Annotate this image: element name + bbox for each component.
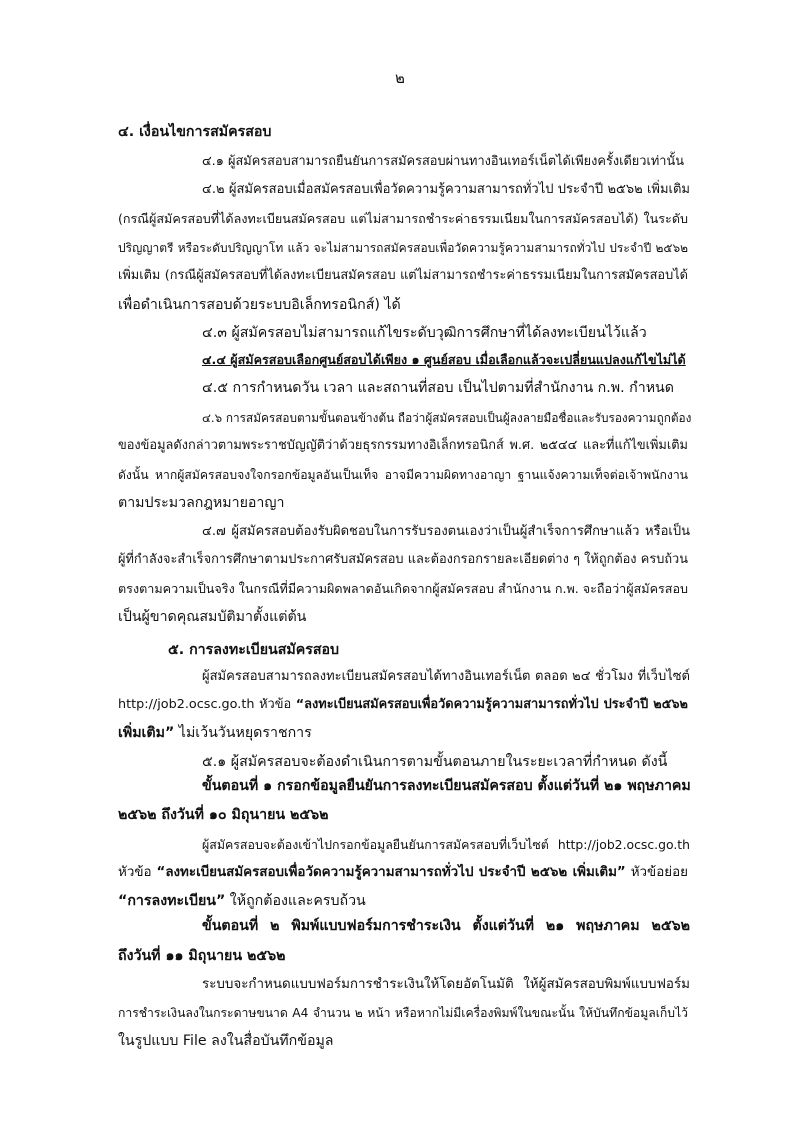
clause-4-2-line: (กรณีผู้สมัครสอบที่ได้ลงทะเบียนสมัครสอบ แต่ไม่สามารถชำระค่าธรรมเนียมในการสมัครสอบได้) ในระดับ [118,211,688,226]
section-4-heading: ๔. เงื่อนไขการสมัครสอบ [118,124,272,140]
topic-title-end: เพิ่มเติม” [118,725,175,741]
step-1-body-end: ให้ถูกต้องและครบถ้วน [225,893,366,909]
clause-4-6-line: ของข้อมูลดังกล่าวตามพระราชบัญญัติว่าด้วยธุรกรรมทางอิเล็กทรอนิกส์ พ.ศ. ๒๕๔๔ และที่แก้ไขเพิ่มเติม [118,438,688,453]
step-2-body-line: ระบบจะกำหนดแบบฟอร์มการชำระเงินให้โดยอัตโนมัติ ให้ผู้สมัครสอบพิมพ์แบบฟอร์ม [202,977,690,992]
step-1-title: ขั้นตอนที่ ๑ กรอกข้อมูลยืนยันการลงทะเบียนสมัครสอบ ตั้งแต่วันที่ ๒๑ พฤษภาคม [202,778,691,794]
topic-prefix: หัวข้อ [254,697,296,712]
clause-4-1: ๔.๑ ผู้สมัครสอบสามารถยืนยันการสมัครสอบผ่านทางอินเทอร์เน็ตได้เพียงครั้งเดียวเท่านั้น [202,154,684,169]
clause-4-7-line: ผู้ที่กำลังจะสำเร็จการศึกษาตามประกาศรับสมัครสอบ และต้องกรอกรายละเอียดต่าง ๆ ให้ถูกต้อง ครบถ้วน [118,552,688,567]
topic-title: “ลงทะเบียนสมัครสอบเพื่อวัดความรู้ความสามารถทั่วไป ประจำปี ๒๕๖๒ [295,697,688,712]
clause-4-2-line: ๔.๒ ผู้สมัครสอบเมื่อสมัครสอบเพื่อวัดความรู้ความสามารถทั่วไป ประจำปี ๒๕๖๒ เพิ่มเติม [202,182,690,197]
step-1-body-prefix: หัวข้อ [118,865,157,880]
step-1-body-suffix: หัวข้อย่อย [625,865,688,880]
page-number: ๒ [395,69,405,87]
clause-4-7-line: ตรงตามความเป็นจริง ในกรณีที่มีความผิดพลาดอันเกิดจากผู้สมัครสอบ สำนักงาน ก.พ. จะถือว่าผู้สมัครสอบ [118,581,689,596]
intro-rest: ไม่เว้นวันหยุดราชการ [174,725,312,741]
clause-4-4: ๔.๔ ผู้สมัครสอบเลือกศูนย์สอบได้เพียง ๑ ศูนย์สอบ เมื่อเลือกแล้วจะเปลี่ยนแปลงแก้ไขไม่ได้ [202,352,686,367]
website-url: http://job2.ocsc.go.th [118,697,255,712]
clause-5-1: ๕.๑ ผู้สมัครสอบจะต้องดำเนินการตามขั้นตอนภายในระยะเวลาที่กำหนด ดังนี้ [202,754,668,770]
step-1-topic-title: “ลงทะเบียนสมัครสอบเพื่อวัดความรู้ความสามารถทั่วไป ประจำปี ๒๕๖๒ เพิ่มเติม” [156,865,626,880]
step-2-body-line: ในรูปแบบ File ลงในสื่อบันทึกข้อมูล [118,1033,334,1049]
step-1-body-line [118,891,688,911]
clause-4-5: ๔.๕ การกำหนดวัน เวลา และสถานที่สอบ เป็นไปตามที่สำนักงาน ก.พ. กำหนด [202,380,674,396]
section-5-intro-line: ผู้สมัครสอบสามารถลงทะเบียนสมัครสอบได้ทางอินเทอร์เน็ต ตลอด ๒๔ ชั่วโมง ที่เว็บไซต์ [202,669,690,684]
section-5-heading: ๕. การลงทะเบียนสมัครสอบ [168,642,340,658]
clause-4-2-line: เพิ่มเติม (กรณีผู้สมัครสอบที่ได้ลงทะเบียนสมัครสอบ แต่ไม่สามารถชำระค่าธรรมเนียมในการสมัครสอบได้ [118,268,688,283]
step-2-dates: ถึงวันที่ ๑๑ มิถุนายน ๒๕๖๒ [118,948,286,964]
section-5-intro-line [118,695,688,715]
clause-4-6-line: ตามประมวลกฎหมายอาญา [118,495,285,511]
step-2-title: ขั้นตอนที่ ๒ พิมพ์แบบฟอร์มการชำระเงิน ตั้งแต่วันที่ ๒๑ พฤษภาคม ๒๕๖๒ [202,918,690,934]
section-5-intro-line [118,723,688,743]
clause-4-2-line: ปริญญาตรี หรือระดับปริญญาโท แล้ว จะไม่สามารถสมัครสอบเพื่อวัดความรู้ความสามารถทั่วไป ประจำปี ๒๕๖๒ [118,241,688,255]
clause-4-7-line: เป็นผู้ขาดคุณสมบัติมาตั้งแต่ต้น [118,609,307,625]
clause-4-7-line: ๔.๗ ผู้สมัครสอบต้องรับผิดชอบในการรับรองตนเองว่าเป็นผู้สำเร็จการศึกษาแล้ว หรือเป็น [202,524,690,539]
registration-subtopic: “การลงทะเบียน” [118,893,226,909]
clause-4-2-line: เพื่อดำเนินการสอบด้วยระบบอิเล็กทรอนิกส์) ได้ [118,297,401,313]
step-1-body-line: ผู้สมัครสอบจะต้องเข้าไปกรอกข้อมูลยืนยันการสมัครสอบที่เว็บไซต์ http://job2.ocsc.go.th [202,837,690,852]
clause-4-3: ๔.๓ ผู้สมัครสอบไม่สามารถแก้ไขระดับวุฒิการศึกษาที่ได้ลงทะเบียนไว้แล้ว [202,325,647,341]
step-1-dates: ๒๕๖๒ ถึงวันที่ ๑๐ มิถุนายน ๒๕๖๒ [118,807,329,823]
clause-4-6-line: ๔.๖ การสมัครสอบตามขั้นตอนข้างต้น ถือว่าผู้สมัครสอบเป็นผู้ลงลายมือชื่อและรับรองความถูกต้อง [202,411,692,425]
step-2-body-line: การชำระเงินลงในกระดาษขนาด A4 จำนวน ๒ หน้า หรือหากไม่มีเครื่องพิมพ์ในขณะนั้น ให้บันทึกข้อมูลเก็บไว้ [118,1006,688,1020]
step-1-body-line [118,863,688,883]
clause-4-6-line: ดังนั้น หากผู้สมัครสอบจงใจกรอกข้อมูลอันเป็นเท็จ อาจมีความผิดทางอาญา ฐานแจ้งความเท็จต่อเจ้าพนักงาน [118,468,688,482]
